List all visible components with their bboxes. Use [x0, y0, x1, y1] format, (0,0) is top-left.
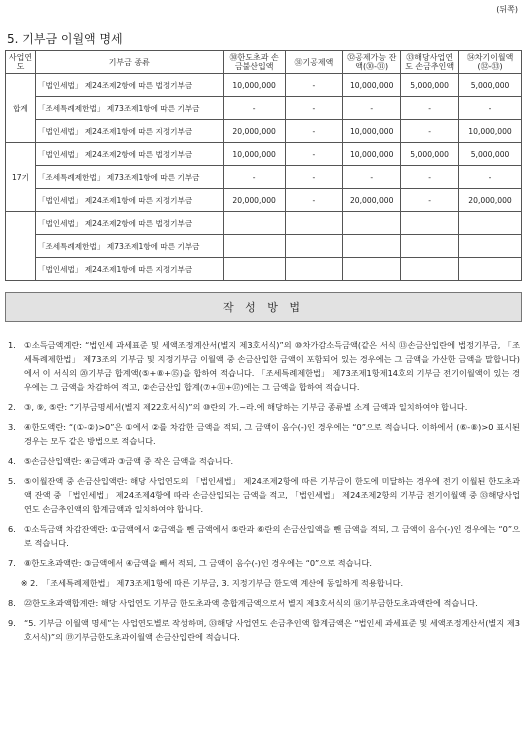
- method-number: 2.: [8, 402, 16, 412]
- amount-cell: 10,000,000: [223, 74, 285, 97]
- amount-cell: -: [459, 97, 522, 120]
- table-row: [6, 258, 522, 281]
- amount-cell: [285, 212, 343, 235]
- method-note: [8, 576, 520, 590]
- year-cell: [6, 212, 36, 281]
- method-text: ⑤이월잔액 중 손금산입액란: 해당 사업연도의 「법인세법」 제24조제2항에 따른 기부금이 한도에 미달하는 경우에 전기 이월된 한도초과액 잔액 중 「법인세법」 제24조제4항에 따라 손금산입되는 금액을 적고, 「법인세법」 제24조제2항의 기부금 전기이월액 중 ㉝해당사업연도 손금추인액의 합계금액과 일치하여야 합니다.: [24, 476, 520, 514]
- amount-cell: -: [285, 74, 343, 97]
- method-item: [8, 522, 520, 550]
- donation-carryover-table: [5, 50, 522, 281]
- amount-cell: 10,000,000: [459, 120, 522, 143]
- method-text: ①소득금액계란: “법인세 과세표준 및 세액조정계산서(별지 제3호서식)”의 ⑩차가감소득금액(같은 서식 ⑬손금산입란에 법정기부금, 「조세특례제한법」 제73조의 기부금 및 지정기부금 이월액 중 손금산입한 금액이 포함되어 있는 경우에는 그 금액을 가산한 금액을 말합니다)에서 이 서식의 ⑳기부금 합계액(⑤+⑧+⑮)을 합하여 적습니다. 「조세특례제한법」 제73조제1항제14호의 기부금 전기이월액이 있는 경우에는 그 금액을 차감하여 적고, ②손금산입 합계(⑦+⑪+⑰)에는 그 금액을 합하여 적습니다.: [24, 340, 520, 392]
- amount-cell: [223, 235, 285, 258]
- method-text: ①소득금액 차감잔액란: ①금액에서 ②금액을 뺀 금액에서 ⑤란과 ⑥란의 손금산입액을 뺀 금액을 적되, 그 금액이 음수(-)인 경우에는 “0”으로 적습니다.: [24, 524, 520, 548]
- method-item: [8, 556, 520, 570]
- amount-cell: -: [285, 120, 343, 143]
- amount-cell: -: [343, 97, 401, 120]
- method-item: [8, 420, 520, 448]
- table-row: [6, 212, 522, 235]
- method-text: ④한도액란: “(①-②)>0”은 ①에서 ②를 차감한 금액을 적되, 그 금액이 음수(-)인 경우에는 “0”으로 적습니다. 이하에서 (⑥-⑧)>0 표시된 경우는 모두 같은 방법으로 적습니다.: [24, 422, 520, 446]
- amount-cell: 5,000,000: [401, 74, 459, 97]
- type-cell: 「조세특례제한법」 제73조제1항에 따른 기부금: [35, 97, 223, 120]
- method-item: [8, 400, 520, 414]
- page-side-note: (뒤쪽): [496, 5, 518, 14]
- amount-cell: -: [401, 120, 459, 143]
- method-number: 4.: [8, 456, 16, 466]
- method-header: 작 성 방 법: [5, 292, 522, 322]
- amount-cell: -: [401, 97, 459, 120]
- header-type: 기부금 종류: [35, 51, 223, 74]
- method-item: [8, 454, 520, 468]
- table-header-row: [6, 51, 522, 74]
- method-item: [8, 596, 520, 610]
- table-row: [6, 189, 522, 212]
- amount-cell: -: [285, 166, 343, 189]
- table-row: [6, 120, 522, 143]
- header-recognized: ㉝해당사업연도 손금추인액: [401, 51, 459, 74]
- amount-cell: [401, 235, 459, 258]
- type-cell: 「조세특례제한법」 제73조제1항에 따른 기부금: [35, 235, 223, 258]
- amount-cell: [285, 258, 343, 281]
- amount-cell: 5,000,000: [459, 74, 522, 97]
- amount-cell: -: [285, 189, 343, 212]
- method-number: 3.: [8, 422, 16, 432]
- table-row: [6, 74, 522, 97]
- method-list: [8, 338, 520, 650]
- amount-cell: -: [223, 97, 285, 120]
- amount-cell: [401, 258, 459, 281]
- table-row: [6, 143, 522, 166]
- method-number: 1.: [8, 340, 16, 350]
- header-year: 사업연도: [6, 51, 36, 74]
- type-cell: 「조세특례제한법」 제73조제1항에 따른 기부금: [35, 166, 223, 189]
- amount-cell: [459, 235, 522, 258]
- amount-cell: -: [223, 166, 285, 189]
- method-number: 5.: [8, 476, 16, 486]
- table-row: [6, 166, 522, 189]
- amount-cell: [223, 258, 285, 281]
- amount-cell: [343, 212, 401, 235]
- amount-cell: 10,000,000: [343, 74, 401, 97]
- amount-cell: -: [459, 166, 522, 189]
- method-text: ③, ⑨, ⑤란: “기부금명세서(별지 제22호서식)”의 ⑩란의 가.~라.에 해당하는 기부금 종류별 소계 금액과 일치하여야 합니다.: [24, 402, 468, 412]
- type-cell: 「법인세법」 제24조제1항에 따른 지정기부금: [35, 189, 223, 212]
- section-title: 5. 기부금 이월액 명세: [7, 32, 123, 46]
- amount-cell: 20,000,000: [223, 189, 285, 212]
- type-cell: 「법인세법」 제24조제1항에 따른 지정기부금: [35, 120, 223, 143]
- amount-cell: [343, 258, 401, 281]
- amount-cell: 20,000,000: [223, 120, 285, 143]
- amount-cell: -: [401, 189, 459, 212]
- method-number: 9.: [8, 618, 16, 628]
- amount-cell: -: [401, 166, 459, 189]
- amount-cell: [343, 235, 401, 258]
- amount-cell: 5,000,000: [401, 143, 459, 166]
- type-cell: 「법인세법」 제24조제2항에 따른 법정기부금: [35, 212, 223, 235]
- type-cell: 「법인세법」 제24조제2항에 따른 법정기부금: [35, 143, 223, 166]
- amount-cell: [401, 212, 459, 235]
- header-deducted: ㉛기공제액: [285, 51, 343, 74]
- amount-cell: 10,000,000: [343, 143, 401, 166]
- amount-cell: -: [343, 166, 401, 189]
- type-cell: 「법인세법」 제24조제2항에 따른 법정기부금: [35, 74, 223, 97]
- header-excess: ㉚한도초과 손금불산입액: [223, 51, 285, 74]
- amount-cell: [285, 235, 343, 258]
- amount-cell: [223, 212, 285, 235]
- type-cell: 「법인세법」 제24조제1항에 따른 지정기부금: [35, 258, 223, 281]
- method-item: [8, 338, 520, 394]
- header-remaining: ㉜공제가능 잔액(㉚-㉛): [343, 51, 401, 74]
- method-number: 7.: [8, 558, 16, 568]
- amount-cell: [459, 212, 522, 235]
- year-cell: 합계: [6, 74, 36, 143]
- method-number: 8.: [8, 598, 16, 608]
- amount-cell: 20,000,000: [459, 189, 522, 212]
- method-text: 「조세특례제한법」 제73조제1항에 따른 기부금, 3. 지정기부금 한도액 계산에 동일하게 적용합니다.: [42, 578, 404, 588]
- amount-cell: 5,000,000: [459, 143, 522, 166]
- method-number: 6.: [8, 524, 16, 534]
- amount-cell: -: [285, 97, 343, 120]
- method-number: ※ 2.: [20, 578, 38, 588]
- amount-cell: 10,000,000: [223, 143, 285, 166]
- table-row: [6, 97, 522, 120]
- method-text: “5. 기부금 이월액 명세”는 사업연도별로 작성하며, ㉝해당 사업연도 손금추인액 합계금액은 “법인세 과세표준 및 세액조정계산서(별지 제3호서식)”의 ⑲기부금한도초과이월액 손금산입란에 적습니다.: [24, 618, 520, 642]
- method-item: [8, 616, 520, 644]
- header-carryover: ㉞차기이월액 (㉜-㉝): [459, 51, 522, 74]
- amount-cell: 10,000,000: [343, 120, 401, 143]
- method-text: ㉒한도초과액합계란: 해당 사업연도 기부금 한도초과액 총합계금액으로서 별지 제3호서식의 ⑱기부금한도초과액란에 적습니다.: [24, 598, 478, 608]
- method-item: [8, 474, 520, 516]
- method-text: ⑧한도초과액란: ③금액에서 ④금액을 빼서 적되, 그 금액이 음수(-)인 경우에는 “0”으로 적습니다.: [24, 558, 372, 568]
- amount-cell: -: [285, 143, 343, 166]
- method-text: ⑤손금산입액란: ④금액과 ③금액 중 작은 금액을 적습니다.: [24, 456, 234, 466]
- year-cell: 17기: [6, 143, 36, 212]
- table-row: [6, 235, 522, 258]
- amount-cell: 20,000,000: [343, 189, 401, 212]
- amount-cell: [459, 258, 522, 281]
